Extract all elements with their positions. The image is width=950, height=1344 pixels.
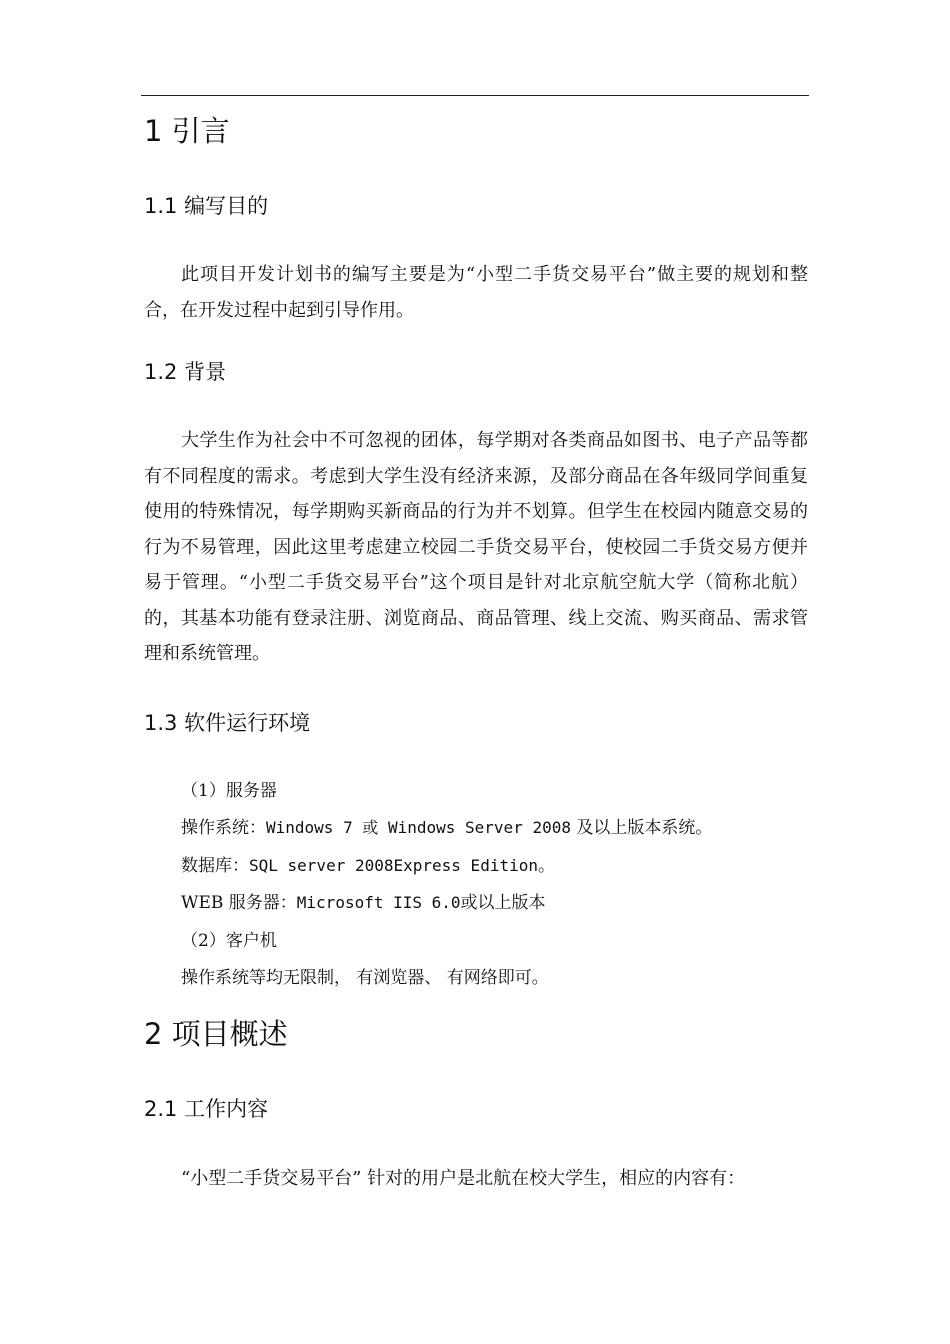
server-label: （1）服务器 — [181, 781, 277, 801]
section-2-1-heading: 2.1 工作内容 — [144, 1097, 269, 1121]
os-label: 操作系统： — [181, 818, 266, 838]
db-suffix: 。 — [537, 856, 555, 876]
web-value: Microsoft IIS 6.0 — [296, 893, 461, 912]
web-label: WEB 服务器： — [181, 893, 297, 913]
section-1-1-heading: 1.1 编写目的 — [144, 194, 269, 218]
client-requirement: 操作系统等均无限制， 有浏览器、 有网络即可。 — [181, 968, 549, 988]
os-value: Windows 7 或 Windows Server 2008 — [266, 818, 571, 837]
section-2-title: 2 项目概述 — [144, 1017, 288, 1051]
client-label: （2）客户机 — [181, 931, 277, 951]
section-2-1-paragraph: “小型二手货交易平台” 针对的用户是北航在校大学生，相应的内容有： — [181, 1168, 746, 1189]
os-requirement — [181, 818, 712, 838]
os-suffix: 及以上版本系统。 — [576, 818, 713, 838]
web-requirement — [181, 893, 546, 913]
section-1-2-heading: 1.2 背景 — [144, 360, 227, 384]
section-1-2-paragraph: 大学生作为社会中不可忽视的团体，每学期对各类商品如图书、电子产品等都有不同程度的需求。考虑到大学生没有经济来源，及部分商品在各年级同学间重复使用的特殊情况，每学期购买新商品的行为并不划算。但学生在校园内随意交易的行为不易管理，因此这里考虑建立校园二手货交易平台，使校园二手货交易方便并易于管理。“小型二手货交易平台”这个项目是针对北京航空航大学（简称北航）的，其基本功能有登录注册、浏览商品、商品管理、线上交流、购买商品、需求管理和系统管理。 — [144, 430, 808, 664]
header-rule — [141, 95, 809, 96]
section-1-title: 1 引言 — [144, 114, 230, 148]
db-requirement — [181, 856, 555, 876]
section-1-1-paragraph: 此项目开发计划书的编写主要是为“小型二手货交易平台”做主要的规划和整合，在开发过程中起到引导作用。 — [144, 264, 808, 321]
db-value: SQL server 2008Express Edition — [249, 856, 538, 875]
db-label: 数据库： — [181, 856, 249, 876]
section-1-3-heading: 1.3 软件运行环境 — [144, 711, 311, 735]
web-suffix: 或以上版本 — [460, 893, 546, 913]
